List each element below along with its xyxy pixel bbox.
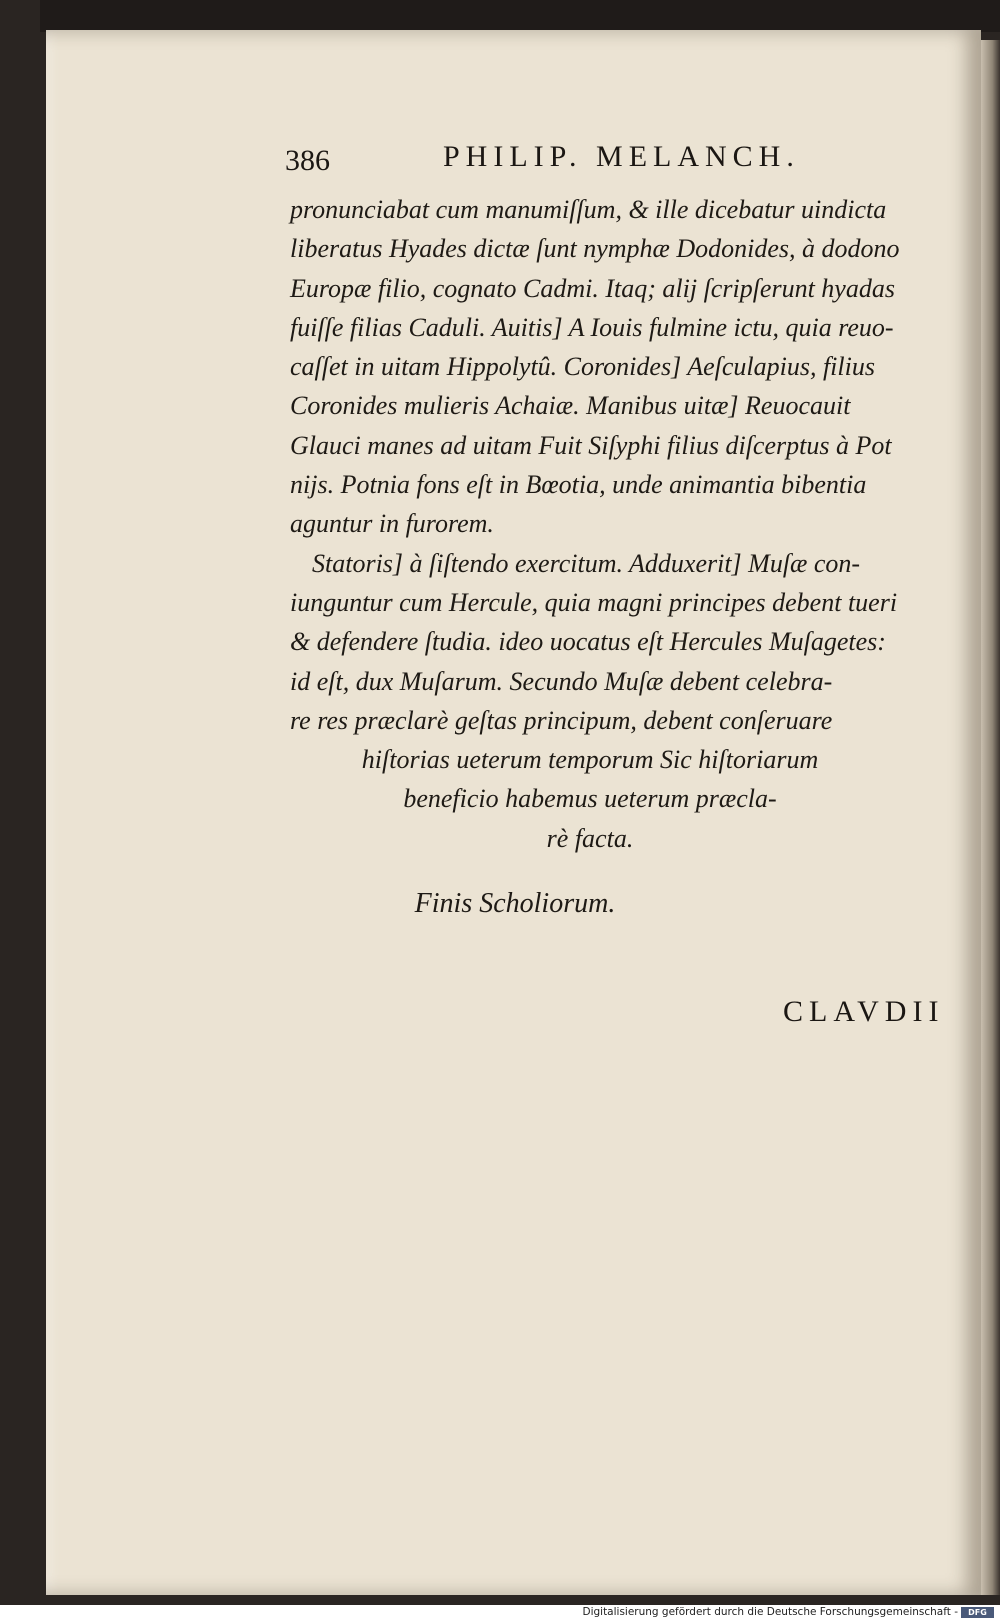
text-line: re res præclarè geſtas principum, debent conſeruare xyxy=(290,705,833,735)
text-line: nijs. Potnia fons eſt in Bœotia, unde animantia bibentia xyxy=(290,470,867,500)
page-number: 386 xyxy=(285,144,330,177)
funding-credit: Digitalisierung gefördert durch die Deutsche Forschungsgemeinschaft - xyxy=(582,1606,958,1618)
running-head: PHILIP. MELANCH. xyxy=(443,140,800,173)
text-line: Statoris] à ſiſtendo exercitum. Adduxerit] Muſæ con- xyxy=(312,548,861,578)
text-line: pronunciabat cum manumiſſum, & ille dicebatur uindicta xyxy=(290,195,887,224)
text-line: Coronides mulieris Achaiæ. Manibus uitæ] Reuocauit xyxy=(290,391,851,421)
book-fore-edge xyxy=(981,40,1000,1595)
text-line: Europæ filio, cognato Cadmi. Itaq; alij ſcripſerunt hyadas xyxy=(290,273,895,303)
text-line: aguntur in furorem. xyxy=(290,509,494,539)
text-line: liberatus Hyades dictæ ſunt nymphæ Dodonides, à dodono xyxy=(290,234,900,264)
catchword: CLAVDII xyxy=(783,995,945,1028)
dfg-logo: DFG xyxy=(961,1607,994,1618)
book-top-edge xyxy=(40,0,1000,32)
text-line: Glauci manes ad uitam Fuit Siſyphi filius diſcerptus à Pot xyxy=(290,430,892,460)
text-line: & defendere ſtudia. ideo uocatus eſt Hercules Muſagetes: xyxy=(290,627,886,657)
text-line: iunguntur cum Hercule, quia magni principes debent tueri xyxy=(290,587,898,617)
body-text xyxy=(290,190,960,858)
text-line: fuiſſe filias Caduli. Auitis] A Iouis fulmine ictu, quia reuo- xyxy=(290,312,894,342)
digitization-footer xyxy=(0,1605,1000,1620)
text-line: rè facta. xyxy=(546,823,634,853)
finis-line: Finis Scholiorum. xyxy=(414,888,616,919)
text-line: hiſtorias ueterum temporum Sic hiſtoriarum xyxy=(361,745,819,775)
text-line: caſſet in uitam Hippolytû. Coronides] Aeſculapius, filius xyxy=(290,352,875,382)
page-header xyxy=(285,140,865,180)
text-line: id eſt, dux Muſarum. Secundo Muſæ debent celebra- xyxy=(290,666,833,696)
text-line: beneficio habemus ueterum præcla- xyxy=(403,784,777,814)
